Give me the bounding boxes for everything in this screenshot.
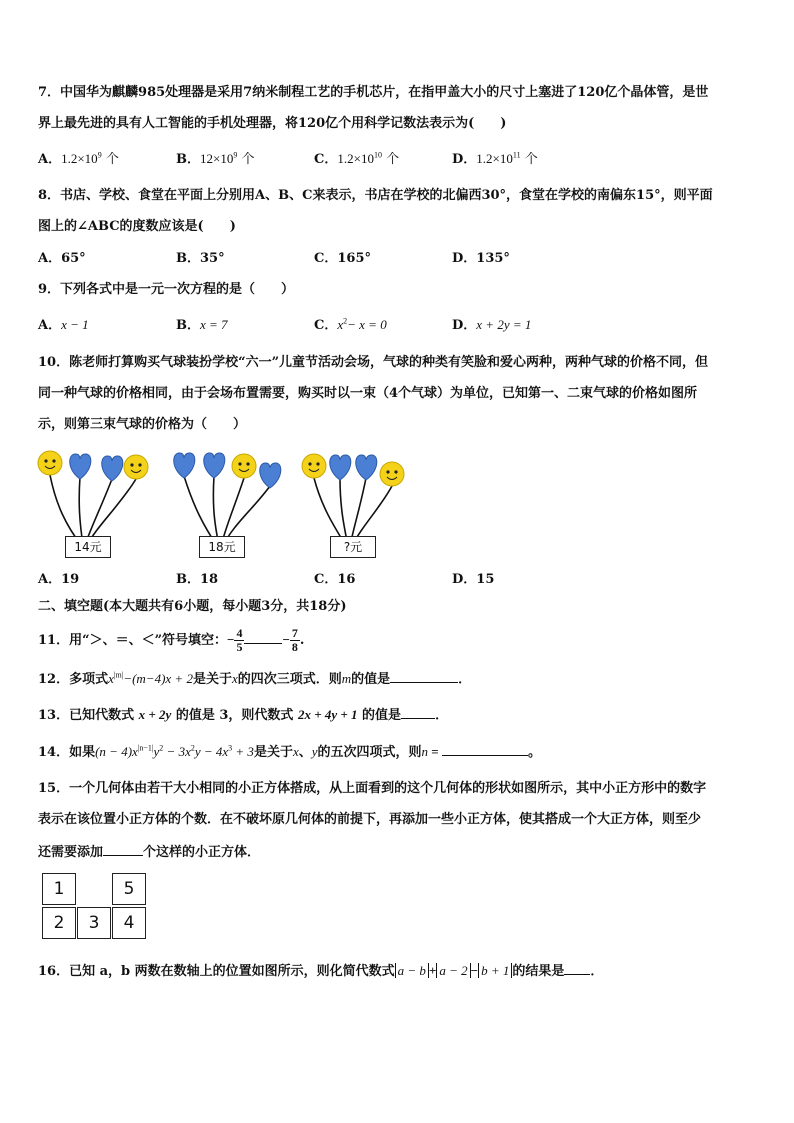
q15-stem-line1: 15．一个几何体由若干大小相同的小正方体搭成，从上面看到的这个几何体的形状如图所示，其中小正方形中的数字 <box>38 781 707 796</box>
q9-stem: 9．下列各式中是一元一次方程的是（ ） <box>38 282 295 297</box>
q12-stem: 12．多项式$x^{|m|}-(m-4)x + 2$是关于x的四次三项式．则m的值是 ． <box>38 670 472 687</box>
q7-stem-line2: 界上最先进的具有人工智能的手机处理器，将120亿个用科学记数法表示为( ) <box>38 116 507 131</box>
q10-option-c: C．16 <box>314 572 356 587</box>
grid-cell: 3 <box>77 907 111 939</box>
q10-option-d: D．15 <box>452 572 495 587</box>
q7-option-c: C．$1.2\times 10^{10}$ 个 <box>314 150 400 167</box>
q10-stem-line3: 示，则第三束气球的价格为（ ） <box>38 417 247 432</box>
section-2-heading: 二、填空题(本大题共有6小题，每小题3分，共18分) <box>38 599 347 614</box>
q10-stem-line1: 10．陈老师打算购买气球装扮学校“六一”儿童节活动会场，气球的种类有笑脸和爱心两种，两种气球的价格不同，但 <box>38 355 709 370</box>
q8-stem-line1: 8．书店、学校、食堂在平面上分别用A、B、C来表示，书店在学校的北偏西30°，食堂在学校的南偏东15°，则平面 <box>38 188 713 203</box>
q7-option-a: A．$1.2\times 10^9$ 个 <box>38 150 119 167</box>
q8-option-d: D．135° <box>452 251 510 266</box>
q7-stem-line1: 7．中国华为麒麟985处理器是采用7纳米制程工艺的手机芯片，在指甲盖大小的尺寸上塞进了120亿个晶体管，是世 <box>38 85 709 100</box>
q10-option-b: B．18 <box>176 572 219 587</box>
q8-option-b: B．35° <box>176 251 225 266</box>
bunch-2-price-label: 18元 <box>199 536 245 558</box>
q7-option-b: B．$12\times 10^9$ 个 <box>176 150 255 167</box>
q10-option-a: A．19 <box>38 572 80 587</box>
q11-stem: 11．用“＞、＝、＜”符号填空：− $\frac{4}{5}$ − $\frac{7}{8}$ . <box>38 626 305 654</box>
grid-cell: 2 <box>42 907 76 939</box>
grid-cell: 5 <box>112 873 146 905</box>
q14-stem: 14．如果$(n - 4)x^{|n-1|}y^2 - 3x^2y - 4x^3 + 3$是关于x、y的五次四项式，则n = 。 <box>38 743 541 760</box>
grid-cell: 1 <box>42 873 76 905</box>
bunch-1-price-label: 14元 <box>65 536 111 558</box>
q9-option-b: B．x = 7 <box>176 317 228 333</box>
grid-cell: 4 <box>112 907 146 939</box>
q15-stem-line3: 还需要添加 个这样的小正方体． <box>38 845 261 860</box>
q16-stem: 16．已知 a，b 两数在数轴上的位置如图所示，则化简代数式 a − b + a − 2 − b + 1 的结果是 ． <box>38 963 604 979</box>
q7-option-d: D．$1.2\times 10^{11}$ 个 <box>452 150 538 167</box>
q8-stem-line2: 图上的∠ABC的度数应该是( ) <box>38 219 236 234</box>
q15-stem-line2: 表示在该位置小正方体的个数．在不破坏原几何体的前提下，再添加一些小正方体，使其搭成一个大正方体，则至少 <box>38 812 702 827</box>
q13-stem: 13．已知代数式 x + 2y 的值是 3，则代数式 2x + 4y + 1 的值是 ． <box>38 707 449 723</box>
q8-option-a: A．65° <box>38 251 86 266</box>
q8-option-c: C．165° <box>314 251 371 266</box>
bunch-3-price-label: ?元 <box>330 536 376 558</box>
q9-option-d: D．x + 2y = 1 <box>452 317 532 333</box>
q10-stem-line2: 同一种气球的价格相同，由于会场布置需要，购买时以一束（4个气球）为单位，已知第一、二束气球的价格如图所 <box>38 386 698 401</box>
q9-option-c: C．$x^2- x = 0$ <box>314 316 387 333</box>
q9-option-a: A．x − 1 <box>38 317 89 333</box>
